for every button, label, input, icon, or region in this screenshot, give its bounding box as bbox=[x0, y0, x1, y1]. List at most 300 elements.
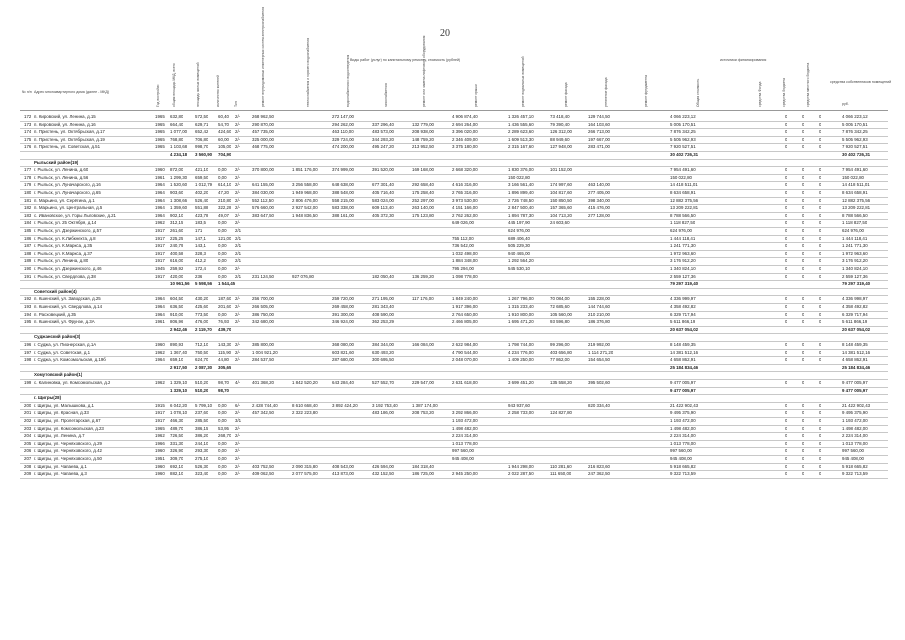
cell-c: 388 161,00 bbox=[332, 212, 354, 218]
cell-fin-b: 0 bbox=[802, 440, 805, 446]
cell-total: 9 477 005,97 bbox=[670, 380, 696, 385]
cell-no: 191 bbox=[24, 273, 32, 279]
cell-res: 76,93 bbox=[218, 319, 229, 325]
cell-e: 175 123,80 bbox=[412, 212, 434, 218]
cell-res: 0,00 bbox=[218, 418, 227, 423]
cell-i: 1 114 271,20 bbox=[588, 349, 614, 355]
cell-a: 370 800,00 bbox=[252, 167, 274, 173]
cell-living: 402,20 bbox=[195, 190, 209, 195]
cell-a: 1 004 921,20 bbox=[252, 349, 278, 355]
cell-area: 890,93 bbox=[170, 342, 184, 347]
cell-year: 1962 bbox=[155, 380, 165, 385]
cell-area: 806,96 bbox=[170, 319, 184, 325]
cell-fin-c: 0 bbox=[819, 319, 822, 325]
cell-d: 405 716,40 bbox=[372, 190, 394, 195]
cell-f: 2 048 070,00 bbox=[452, 357, 478, 363]
cell-addr: с. Калиновка, ул. Комсомольская, д.2 bbox=[34, 380, 111, 385]
cell-g: 1 830 376,00 bbox=[508, 167, 534, 173]
cell-year: 1960 bbox=[155, 167, 165, 173]
cell-m: 8 634 658,91 bbox=[842, 190, 868, 195]
cell-fin-b: 0 bbox=[802, 380, 805, 385]
cell-fin-a: 0 bbox=[785, 418, 788, 423]
cell-living: 275,10 bbox=[195, 456, 209, 461]
cell-total: 2 559 127,36 bbox=[670, 273, 696, 279]
cell-f: 736 542,00 bbox=[452, 243, 474, 249]
cell-i: 164 103,60 bbox=[588, 121, 610, 127]
cell-area: 2 917,50 bbox=[170, 364, 188, 370]
cell-res: 0,00 bbox=[218, 471, 227, 477]
cell-m: 4 336 998,97 bbox=[842, 296, 868, 302]
cell-a: 383 647,50 bbox=[252, 212, 274, 218]
cell-f: 2 945 250,00 bbox=[452, 471, 478, 477]
cell-m: 1 241 771,30 bbox=[842, 243, 868, 249]
cell-a: 403 752,50 bbox=[252, 463, 274, 469]
col-header-w6: ремонт крыши bbox=[474, 84, 478, 107]
cell-h: 150 850,50 bbox=[550, 197, 572, 203]
cell-total: 8 634 658,91 bbox=[670, 190, 696, 195]
cell-fin-b: 0 bbox=[802, 121, 805, 127]
cell-res: 268,70 bbox=[218, 433, 232, 439]
cell-year: 1964 bbox=[155, 197, 165, 203]
cell-fin-a: 0 bbox=[785, 456, 788, 461]
cell-m: 21 422 902,43 bbox=[842, 402, 871, 408]
cell-m: 2 224 314,00 bbox=[842, 433, 868, 439]
cell-no: 197 bbox=[24, 349, 32, 355]
cell-g: 1 910 800,00 bbox=[508, 311, 534, 317]
cell-fin-b: 0 bbox=[802, 311, 805, 317]
cell-addr: г. Щигры, ул. Малышкова, д.1 bbox=[34, 402, 95, 408]
cell-i: 820 334,40 bbox=[588, 402, 610, 408]
cell-living: 412,2 bbox=[195, 258, 206, 264]
cell-m: 1 972 963,60 bbox=[842, 250, 868, 256]
cell-c: 329 724,00 bbox=[332, 136, 354, 142]
cell-living: 172,4 bbox=[195, 266, 206, 271]
cell-e: 132 779,00 bbox=[412, 121, 434, 127]
cell-fin-a: 0 bbox=[785, 174, 788, 180]
cell-total: 1 498 482,00 bbox=[670, 425, 696, 431]
page-number: 20 bbox=[440, 28, 450, 39]
cell-a: 266 505,00 bbox=[252, 304, 274, 309]
cell-res: 0,00 bbox=[218, 463, 227, 469]
cell-c: 558 215,00 bbox=[332, 197, 354, 203]
cell-type: 2/1 bbox=[235, 258, 242, 264]
cell-living: 5 799,10 bbox=[195, 402, 213, 408]
cell-year: 1917 bbox=[155, 410, 165, 416]
cell-i: 277 405,00 bbox=[588, 190, 610, 195]
cell-fin-c: 0 bbox=[819, 190, 822, 195]
cell-i: 398 340,00 bbox=[588, 197, 610, 203]
cell-e: 229 547,00 bbox=[412, 380, 434, 385]
cell-g: 2 289 623,60 bbox=[508, 129, 534, 135]
cell-f: 2 622 984,00 bbox=[452, 342, 478, 347]
cell-addr: г. Рыльск, ул. Свердлова, д.38 bbox=[34, 273, 96, 279]
cell-type: 2/- bbox=[235, 471, 241, 477]
cell-res: 44,80 bbox=[218, 357, 229, 363]
cell-h: 126 312,00 bbox=[550, 129, 572, 135]
cell-fin-c: 0 bbox=[819, 235, 822, 241]
cell-addr: г. Рыльск, ул. Ленина, д.60 bbox=[34, 167, 89, 173]
cell-res: 0,00 bbox=[218, 228, 227, 233]
cell-type: 2/- bbox=[235, 440, 241, 446]
cell-m: 3 176 912,20 bbox=[842, 258, 868, 264]
cell-m: 8 148 459,35 bbox=[842, 342, 868, 347]
cell-m: 945 408,00 bbox=[842, 456, 864, 461]
cell-total: 9 477 005,97 bbox=[670, 387, 696, 393]
cell-area: 312,15 bbox=[170, 220, 184, 226]
cell-year: 1962 bbox=[155, 349, 165, 355]
cell-res: 0,00 bbox=[218, 410, 227, 416]
cell-f: 4 616 316,00 bbox=[452, 182, 478, 188]
cell-b: 2 322 223,80 bbox=[292, 410, 318, 416]
cell-g: 4 234 776,00 bbox=[508, 349, 534, 355]
cell-d: 344 293,20 bbox=[372, 136, 394, 142]
cell-fin-b: 0 bbox=[802, 114, 805, 119]
cell-addr: г. Рыльск, ул. Дзержинского, д.57 bbox=[34, 228, 102, 233]
cell-res: 1 544,45 bbox=[218, 281, 236, 287]
cell-d: 405 372,30 bbox=[372, 212, 394, 218]
cell-fin-a: 0 bbox=[785, 402, 788, 408]
cell-fin-c: 0 bbox=[819, 174, 822, 180]
cell-res: 201,60 bbox=[218, 304, 232, 309]
cell-total: 945 408,00 bbox=[670, 456, 692, 461]
cell-res: 0,00 bbox=[218, 402, 227, 408]
cell-g: 2 258 733,00 bbox=[508, 410, 534, 416]
cell-area: 872,00 bbox=[170, 167, 184, 173]
cell-type: 2/1 bbox=[235, 250, 242, 256]
cell-fin-b: 0 bbox=[802, 205, 805, 211]
cell-year: 1962 bbox=[155, 433, 165, 439]
cell-living: 293,30 bbox=[195, 448, 209, 454]
cell-addr: п. Марьино, ул. Центральная, д.5 bbox=[34, 205, 103, 211]
cell-g: 1 292 564,20 bbox=[508, 258, 534, 264]
cell-no: 206 bbox=[24, 448, 32, 454]
cell-g: 505 229,30 bbox=[508, 243, 530, 249]
cell-fin-a: 0 bbox=[785, 349, 788, 355]
cell-addr: г. Рыльск, ул. Ленина, д.56 bbox=[34, 174, 89, 180]
cell-m: 9 322 713,59 bbox=[842, 471, 868, 477]
cell-total: 2 224 314,00 bbox=[670, 433, 696, 439]
cell-fin-b: 0 bbox=[802, 243, 805, 249]
cell-area: 726,50 bbox=[170, 433, 184, 439]
cell-fin-a: 0 bbox=[785, 129, 788, 135]
cell-h: 403 656,80 bbox=[550, 349, 572, 355]
cell-fin-c: 0 bbox=[819, 380, 822, 385]
cell-year: 1964 bbox=[155, 205, 165, 211]
cell-g: 1 267 796,00 bbox=[508, 296, 534, 302]
cell-m: 14 381 512,16 bbox=[842, 349, 871, 355]
cell-g: 1 798 744,00 bbox=[508, 342, 534, 347]
cell-a: 468 775,00 bbox=[252, 144, 274, 150]
cell-living: 510,20 bbox=[195, 387, 209, 393]
cell-total: 5 611 866,19 bbox=[670, 319, 696, 325]
cell-living: 421,10 bbox=[195, 167, 209, 173]
cell-no: 192 bbox=[24, 296, 32, 302]
cell-res: 704,90 bbox=[218, 152, 232, 157]
cell-addr: п. Кшенский, ул. Свердлова, д.14 bbox=[34, 304, 103, 309]
cell-m: 9 495 375,90 bbox=[842, 410, 868, 416]
cell-fin-c: 0 bbox=[819, 114, 822, 119]
cell-fin-a: 0 bbox=[785, 235, 788, 241]
cell-m: 5 918 665,82 bbox=[842, 463, 868, 469]
cell-year: 1960 bbox=[155, 471, 165, 477]
cell-addr: г. Рыльск, ул. Ленина, д.80 bbox=[34, 258, 89, 264]
cell-res: 0,00 bbox=[218, 174, 227, 180]
cell-total: 1 972 963,60 bbox=[670, 250, 696, 256]
cell-d: 677 301,40 bbox=[372, 182, 394, 188]
cell-fin-c: 0 bbox=[819, 121, 822, 127]
cell-total: 7 954 491,60 bbox=[670, 167, 696, 173]
cell-type: 2/- bbox=[235, 448, 241, 454]
cell-fin-b: 0 bbox=[802, 456, 805, 461]
cell-type: 2/- bbox=[235, 342, 241, 347]
cell-e: 169 168,00 bbox=[412, 167, 434, 173]
cell-b: 8 610 668,40 bbox=[292, 402, 318, 408]
cell-d: 609 113,40 bbox=[372, 205, 394, 211]
cell-area: 636,50 bbox=[170, 304, 184, 309]
cell-fin-a: 0 bbox=[785, 425, 788, 431]
cell-area: 1 078,10 bbox=[170, 410, 188, 416]
cell-c: 368 080,00 bbox=[332, 342, 354, 347]
cell-total: 79 297 319,40 bbox=[670, 281, 699, 287]
cell-total: 12 882 375,56 bbox=[670, 197, 699, 203]
cell-fin-c: 0 bbox=[819, 197, 822, 203]
cell-f: 2 346 409,00 bbox=[452, 136, 478, 142]
cell-f: 2 224 314,00 bbox=[452, 433, 478, 439]
cell-addr: г. Щигры, ул. Ленина, д.7 bbox=[34, 433, 85, 439]
cell-area: 659,10 bbox=[170, 357, 184, 363]
cell-area: 1 299,30 bbox=[170, 174, 188, 180]
cell-addr: Рыльский район(19) bbox=[34, 159, 79, 165]
cell-f: 3 396 020,00 bbox=[452, 129, 478, 135]
cell-e: 263 140,00 bbox=[412, 205, 434, 211]
cell-no: 209 bbox=[24, 471, 32, 477]
cell-no: 199 bbox=[24, 380, 32, 385]
cell-type: 2/1 bbox=[235, 228, 242, 233]
cell-no: 178 bbox=[24, 174, 32, 180]
cell-d: 300 695,50 bbox=[372, 357, 394, 363]
cell-fin-b: 0 bbox=[802, 174, 805, 180]
col-header-f3: средства местного бюджета bbox=[806, 62, 810, 107]
cell-f: 2 631 618,00 bbox=[452, 380, 478, 385]
cell-addr: г. Щигры, ул. Красная, д.33 bbox=[34, 410, 89, 416]
cell-type: 2/- bbox=[235, 266, 241, 271]
cell-area: 910,00 bbox=[170, 311, 184, 317]
cell-f: 945 408,00 bbox=[452, 456, 474, 461]
cell-year: 1964 bbox=[155, 357, 165, 363]
cell-area: 309,70 bbox=[170, 456, 184, 461]
cell-g: 445 197,90 bbox=[508, 220, 530, 226]
cell-living: 236 bbox=[195, 273, 203, 279]
cell-e: 184 318,40 bbox=[412, 463, 434, 469]
cell-no: 207 bbox=[24, 456, 32, 461]
cell-a: 386 750,00 bbox=[252, 311, 274, 317]
cell-type: 2/- bbox=[235, 319, 241, 325]
cell-no: 186 bbox=[24, 235, 32, 241]
cell-c: 374 999,00 bbox=[332, 167, 354, 173]
cell-fin-b: 0 bbox=[802, 129, 805, 135]
cell-addr: п. Кшенский, ул. Заводская, д.25 bbox=[34, 296, 101, 302]
cell-d: 495 247,20 bbox=[372, 144, 394, 150]
cell-c: 294 262,00 bbox=[332, 121, 354, 127]
cell-type: 2/- bbox=[235, 190, 241, 195]
cell-year: 1917 bbox=[155, 228, 165, 233]
cell-g: 150 022,80 bbox=[508, 174, 530, 180]
cell-type: 2/- bbox=[235, 212, 241, 218]
cell-total: 1 444 118,41 bbox=[670, 235, 696, 241]
cell-fin-b: 0 bbox=[802, 228, 805, 233]
cell-addr: г. Щигры(28) bbox=[34, 395, 62, 401]
cell-total: 9 495 375,90 bbox=[670, 410, 696, 416]
cell-c: 259 720,00 bbox=[332, 296, 354, 302]
cell-m: 7 920 527,51 bbox=[842, 144, 868, 150]
cell-i: 283 471,00 bbox=[588, 144, 610, 150]
cell-area: 1 308,66 bbox=[170, 197, 188, 203]
cell-type: 2/- bbox=[235, 136, 241, 142]
cell-type: 2/- bbox=[235, 357, 241, 363]
cell-f: 4 151 166,00 bbox=[452, 205, 478, 211]
cell-addr: г. Рыльск, ул. 25 Октября, д.14 bbox=[34, 220, 97, 226]
cell-year: 1917 bbox=[155, 243, 165, 249]
cell-fin-a: 0 bbox=[785, 212, 788, 218]
cell-no: 175 bbox=[24, 136, 32, 142]
cell-total: 7 876 342,25 bbox=[670, 129, 696, 135]
cell-year: 1965 bbox=[155, 121, 165, 127]
cell-area: 331,30 bbox=[170, 440, 184, 446]
cell-total: 9 322 713,59 bbox=[670, 471, 696, 477]
cell-d: 408 590,00 bbox=[372, 311, 394, 317]
cell-addr: п. Марьино, ул. Серёгина, д.1 bbox=[34, 197, 95, 203]
cell-area: 903,60 bbox=[170, 190, 184, 195]
cell-h: 124 827,80 bbox=[550, 410, 572, 416]
cell-type: 2/- bbox=[235, 205, 241, 211]
cell-fin-a: 0 bbox=[785, 266, 788, 271]
cell-area: 259,92 bbox=[170, 266, 184, 271]
cell-year: 1964 bbox=[155, 182, 165, 188]
cell-area: 489,70 bbox=[170, 425, 184, 431]
cell-f: 1 917 396,00 bbox=[452, 304, 478, 309]
cell-res: 0,00 bbox=[218, 250, 227, 256]
cell-res: 0,00 bbox=[218, 311, 227, 317]
cell-h: 101 152,00 bbox=[550, 167, 572, 173]
cell-f: 795 294,00 bbox=[452, 266, 474, 271]
cell-m: 79 297 319,40 bbox=[842, 281, 871, 287]
cell-fin-b: 0 bbox=[802, 304, 805, 309]
cell-d: 384 344,00 bbox=[372, 342, 394, 347]
cell-year: 1961 bbox=[155, 319, 165, 325]
col-header-works: Виды работ (услуг) по капитальному ремонту, стоимость (рублей) bbox=[350, 58, 461, 62]
cell-i: 415 476,00 bbox=[588, 205, 610, 211]
cell-f: 2 694 264,00 bbox=[452, 121, 478, 127]
cell-area: 420,00 bbox=[170, 273, 184, 279]
cell-a: 290 870,00 bbox=[252, 121, 274, 127]
cell-total: 6 329 717,94 bbox=[670, 311, 696, 317]
cell-h: 93 596,80 bbox=[550, 319, 570, 325]
cell-c: 648 638,00 bbox=[332, 182, 354, 188]
cell-h: 79 390,40 bbox=[550, 121, 570, 127]
cell-fin-c: 0 bbox=[819, 463, 822, 469]
cell-total: 1 241 771,30 bbox=[670, 243, 696, 249]
cell-c: 413 873,00 bbox=[332, 471, 354, 477]
cell-area: 616,00 bbox=[170, 258, 184, 264]
cell-addr: г. Рыльск, ул. К.Либкнехта, д.8 bbox=[34, 235, 96, 241]
cell-year: 1960 bbox=[155, 342, 165, 347]
cell-d: 281 343,40 bbox=[372, 304, 394, 309]
cell-fin-b: 0 bbox=[802, 357, 805, 363]
cell-fin-c: 0 bbox=[819, 342, 822, 347]
cell-type: 2/1 bbox=[235, 243, 242, 249]
cell-b: 3 256 558,00 bbox=[292, 182, 318, 188]
cell-living: 750,50 bbox=[195, 349, 209, 355]
cell-e: 1 387 174,00 bbox=[412, 402, 438, 408]
cell-m: 1 444 118,41 bbox=[842, 235, 868, 241]
cell-total: 5 505 962,93 bbox=[670, 136, 696, 142]
cell-d: 483 186,00 bbox=[372, 410, 394, 416]
col-header-unit: руб. bbox=[842, 102, 849, 106]
cell-area: 1 077,00 bbox=[170, 129, 188, 135]
cell-area: 664,40 bbox=[170, 121, 184, 127]
cell-fin-c: 0 bbox=[819, 349, 822, 355]
cell-year: 1965 bbox=[155, 114, 165, 119]
cell-f: 3 375 180,00 bbox=[452, 144, 478, 150]
cell-d: 630 493,20 bbox=[372, 349, 394, 355]
cell-a: 457 735,00 bbox=[252, 129, 274, 135]
cell-i: 247 362,50 bbox=[588, 471, 610, 477]
cell-res: 0,00 bbox=[218, 243, 227, 249]
cell-res: 305,65 bbox=[218, 364, 232, 370]
cell-m: 1 118 827,50 bbox=[842, 220, 868, 226]
cell-f: 1 498 482,00 bbox=[452, 425, 478, 431]
cell-d: 337 296,40 bbox=[372, 121, 394, 127]
col-header-residents: количество жителей bbox=[216, 75, 220, 107]
cell-living: 5 598,56 bbox=[195, 281, 213, 287]
cell-res: 0,00 bbox=[218, 167, 227, 173]
cell-fin-c: 0 bbox=[819, 296, 822, 302]
cell-addr: г. Суджа, ул. Советская, д.1 bbox=[34, 349, 91, 355]
cell-res: 187,60 bbox=[218, 296, 232, 302]
cell-addr: г. Рыльск, ул. Луначарского, д.16 bbox=[34, 182, 101, 188]
cell-living: 147,1 bbox=[195, 235, 206, 241]
cell-fin-b: 0 bbox=[802, 258, 805, 264]
cell-res: 47,20 bbox=[218, 190, 229, 195]
cell-m: 4 658 862,91 bbox=[842, 357, 868, 363]
cell-area: 1 367,40 bbox=[170, 349, 188, 355]
col-header-address: Адрес многоквартирного дома (далее - МКД) bbox=[34, 90, 110, 94]
cell-living: 629,71 bbox=[195, 121, 209, 127]
cell-fin-b: 0 bbox=[802, 342, 805, 347]
cell-living: 328,3 bbox=[195, 250, 206, 256]
cell-g: 2 315 167,60 bbox=[508, 144, 534, 150]
cell-fin-a: 0 bbox=[785, 190, 788, 195]
cell-g: 943 937,60 bbox=[508, 402, 530, 408]
cell-fin-a: 0 bbox=[785, 342, 788, 347]
cell-m: 624 976,00 bbox=[842, 228, 864, 233]
cell-total: 25 184 834,46 bbox=[670, 364, 699, 370]
cell-total: 14 418 511,01 bbox=[670, 182, 698, 188]
cell-c: 408 543,00 bbox=[332, 463, 354, 469]
cell-d: 271 195,00 bbox=[372, 296, 394, 302]
cell-res: 0,00 bbox=[218, 448, 227, 454]
cell-i: 129 744,50 bbox=[588, 114, 610, 119]
cell-area: 1 520,60 bbox=[170, 182, 188, 188]
cell-res: 98,70 bbox=[218, 380, 229, 385]
cell-total: 997 560,00 bbox=[670, 448, 692, 454]
cell-type: 2/- bbox=[235, 410, 241, 416]
cell-type: 2/- bbox=[235, 425, 241, 431]
cell-no: 187 bbox=[24, 243, 32, 249]
cell-year: 1951 bbox=[155, 456, 165, 461]
col-header-w4: газоснабжения bbox=[384, 83, 388, 107]
cell-e: 213 952,50 bbox=[412, 144, 434, 150]
